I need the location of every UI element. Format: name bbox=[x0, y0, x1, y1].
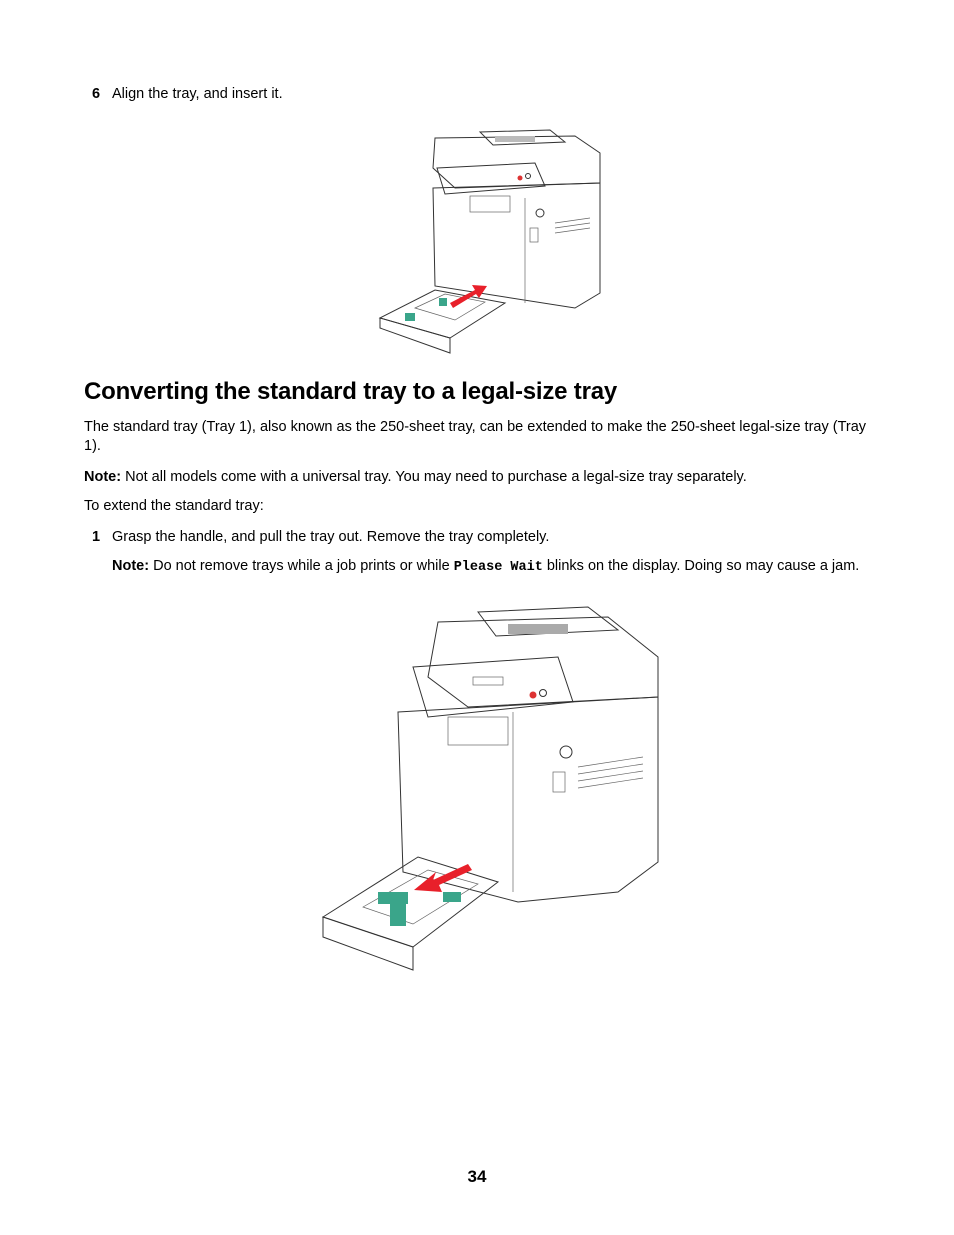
note-paragraph bbox=[84, 468, 874, 487]
step-6 bbox=[92, 86, 283, 102]
note-text: Not all models come with a universal tray. You may need to purchase a legal-size tray separately. bbox=[121, 469, 747, 485]
note-label: Note: bbox=[84, 469, 122, 485]
note-text-before: Do not remove trays while a job prints or while bbox=[149, 558, 454, 574]
intro-paragraph: The standard tray (Tray 1), also known as the 250-sheet tray, can be extended to make the 250-sheet legal-size tray (Tray 1). bbox=[84, 419, 867, 454]
printer-insert-tray-illustration bbox=[375, 128, 610, 358]
note-text-after: blinks on the display. Doing so may cause a jam. bbox=[542, 558, 860, 574]
display-message-code: Please Wait bbox=[453, 560, 543, 575]
step-1-note bbox=[112, 556, 882, 578]
printer-remove-tray-illustration bbox=[318, 602, 663, 977]
step-number: 6 bbox=[92, 86, 101, 102]
extend-paragraph: To extend the standard tray: bbox=[84, 498, 264, 514]
page-number: 34 bbox=[467, 1167, 487, 1186]
section-heading: Converting the standard tray to a legal-size tray bbox=[84, 378, 618, 405]
step-text: Grasp the handle, and pull the tray out. Remove the tray completely. bbox=[112, 529, 550, 545]
step-text: Align the tray, and insert it. bbox=[112, 86, 283, 102]
note-label: Note: bbox=[112, 558, 150, 574]
step-1 bbox=[92, 529, 549, 545]
step-number: 1 bbox=[92, 529, 101, 545]
